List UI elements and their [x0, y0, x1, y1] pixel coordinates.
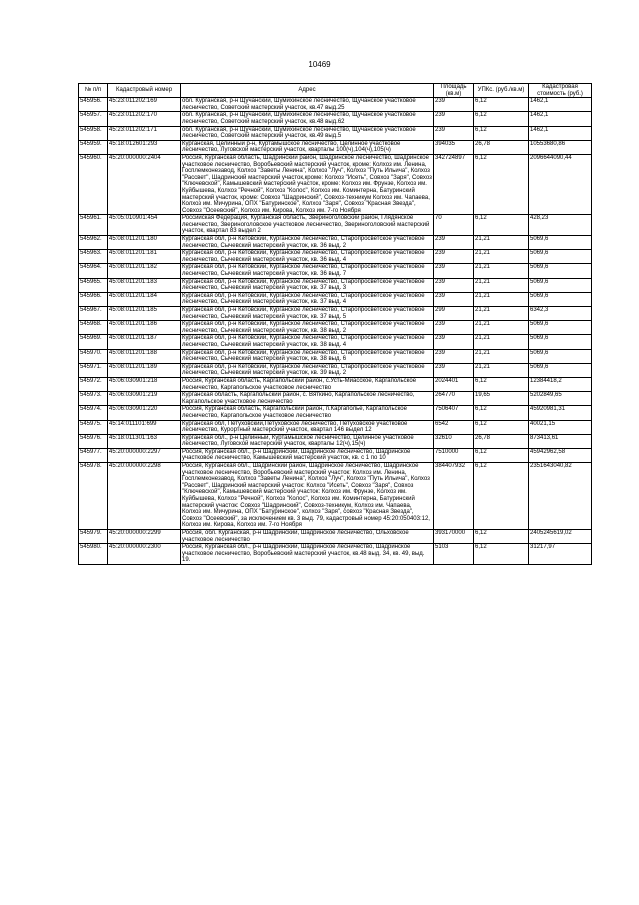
upks-cell: 21,21 [474, 321, 529, 335]
address-cell: Курганская, Целинный р-н, Куртамышское лесничество, Целинное участковое лесничество, Луговской мастерский участок, кварталы 100(ч),104(ч),105(ч) [181, 140, 434, 154]
row-number-cell: 545956. [79, 98, 108, 112]
area-cell: 7510000 [434, 448, 474, 462]
table-row [79, 236, 592, 250]
area-cell: 239 [434, 264, 474, 278]
cadastral-number-cell: 45:23:011202:171 [108, 126, 181, 140]
cadastral-cost-cell: 31217,97 [529, 544, 592, 565]
upks-cell: 6,12 [474, 112, 529, 126]
cadastral-number-cell: 45:08:011201:186 [108, 321, 181, 335]
cadastral-number-cell: 45:08:011201:182 [108, 264, 181, 278]
area-cell: 6542 [434, 420, 474, 434]
cadastral-cost-cell: 12384418,2 [529, 377, 592, 391]
table-row [79, 349, 592, 363]
area-cell: 239 [434, 126, 474, 140]
address-cell: Российская Федерация, Курганская область, Звериноголовский район, Глядянское лесничество, Звериноголовское участковое лесничество, Звериноголовский мастерский участок, квартал 83 выдел 2 [181, 215, 434, 236]
address-cell: Курганская обл, р-н Кетовский, Курганское лесничество, Старопросветское участковое лесничество, Сычевский мастерский участок, кв. 38 выд. 6 [181, 349, 434, 363]
area-cell: 394035 [434, 140, 474, 154]
header-upks: УПКс. (руб./кв.м) [474, 84, 529, 98]
address-cell: Россия, обл. Курганская, р-н Шадринский, Шадринское лесничество, Ольховское участковое лесничество [181, 530, 434, 544]
cadastral-cost-cell: 5069,6 [529, 335, 592, 349]
upks-cell: 21,21 [474, 349, 529, 363]
row-number-cell: 545967. [79, 307, 108, 321]
area-cell: 239 [434, 363, 474, 377]
page-number: 10469 [308, 60, 331, 69]
table-header-row [79, 84, 592, 98]
cadastral-number-cell: 45:20:000000:2299 [108, 530, 181, 544]
table-row [79, 335, 592, 349]
row-number-cell: 545959. [79, 140, 108, 154]
upks-cell: 6,12 [474, 98, 529, 112]
upks-cell: 26,78 [474, 434, 529, 448]
upks-cell: 21,21 [474, 335, 529, 349]
table-row [79, 215, 592, 236]
address-cell: Россия, Курганская область, Каргапольский район, п.Каргаполье, Каргапольское лесничество, Каргапольское участковое лесничество [181, 406, 434, 420]
area-cell: 384407932 [434, 463, 474, 530]
row-number-cell: 545971. [79, 363, 108, 377]
area-cell: 5103 [434, 544, 474, 565]
address-cell: Курганская обл, р-н Кетовский, Курганское лесничество, Старопросветское участковое лесничество, Сычевский мастерский участок, кв. 37 выд. 5 [181, 307, 434, 321]
row-number-cell: 545980. [79, 544, 108, 565]
area-cell: 342724897 [434, 154, 474, 214]
row-number-cell: 545977. [79, 448, 108, 462]
area-cell: 239 [434, 236, 474, 250]
cadastral-cost-cell: 5069,6 [529, 321, 592, 335]
address-cell: Курганская обл., р-н Целинный, Куртамышское лесничество, Целинное участковое лесничество, Луговской мастерский участок, кварталы 12(ч),15(ч) [181, 434, 434, 448]
address-cell: Курганская обл, р-н Кетовский, Курганское лесничество, Старопросветское участковое лесничество, Сычевский мастерский участок, кв. 39 выд. 2 [181, 363, 434, 377]
upks-cell: 6,12 [474, 448, 529, 462]
row-number-cell: 545974. [79, 406, 108, 420]
upks-cell: 6,12 [474, 544, 529, 565]
cadastral-cost-cell: 5069,6 [529, 236, 592, 250]
row-number-cell: 545963. [79, 250, 108, 264]
table-row [79, 278, 592, 292]
address-cell: Курганская обл, р-н Кетовский, Курганское лесничество, Старопросветское участковое лесничество, Сычевский мастерский участок, кв. 38 выд. 2 [181, 321, 434, 335]
cadastral-cost-cell: 45920981,31 [529, 406, 592, 420]
header-address: Адрес [181, 84, 434, 98]
cadastral-cost-cell: 40021,15 [529, 420, 592, 434]
cadastral-number-cell: 45:06:030901:220 [108, 406, 181, 420]
row-number-cell: 545978. [79, 463, 108, 530]
area-cell: 239 [434, 292, 474, 306]
cadastral-number-cell: 45:23:011202:170 [108, 112, 181, 126]
table-row [79, 544, 592, 565]
table-row [79, 434, 592, 448]
address-cell: Курганская обл, р-н Кетовский, Курганское лесничество, Старопросветское участковое лесничество, Сычевский мастерский участок, кв. 38 выд. 4 [181, 335, 434, 349]
table-row [79, 126, 592, 140]
area-cell: 264770 [434, 392, 474, 406]
upks-cell: 26,78 [474, 140, 529, 154]
upks-cell: 21,21 [474, 363, 529, 377]
cadastral-cost-cell: 2351643040,82 [529, 463, 592, 530]
address-cell: Курганская область, Каргапольский район, с. Вяткино, Каргапольское лесничество, Каргапольское участковое лесничество [181, 392, 434, 406]
cadastral-number-cell: 45:08:011201:180 [108, 236, 181, 250]
cadastral-cost-cell: 6342,3 [529, 307, 592, 321]
table-row [79, 140, 592, 154]
cadastral-cost-cell: 5069,6 [529, 363, 592, 377]
row-number-cell: 545968. [79, 321, 108, 335]
header-area: Площадь (кв.м) [434, 84, 474, 98]
address-cell: обл. Курганская, р-н Щучанский, Шумихинское лесничество, Щучанское участковое лесничество, Советский мастерский участок, кв.48 выд.62 [181, 112, 434, 126]
address-cell: Курганская обл, Петуховский,Петуховское лесничество, Петуховское участковое лесничество, Курортный мастерский участок, квартал 146 выдел 12 [181, 420, 434, 434]
upks-cell: 21,21 [474, 307, 529, 321]
upks-cell: 21,21 [474, 292, 529, 306]
area-cell: 239 [434, 278, 474, 292]
upks-cell: 21,21 [474, 250, 529, 264]
cadastral-number-cell: 45:06:030901:219 [108, 392, 181, 406]
upks-cell: 6,12 [474, 377, 529, 391]
address-cell: Курганская обл, р-н Кетовский, Курганское лесничество, Старопросветское участковое лесничество, Сычевский мастерский участок, кв. 36 выд. 2 [181, 236, 434, 250]
row-number-cell: 545973. [79, 392, 108, 406]
cadastral-cost-cell: 5069,6 [529, 349, 592, 363]
cadastral-cost-cell: 428,23 [529, 215, 592, 236]
cadastral-cost-cell: 2405245619,02 [529, 530, 592, 544]
address-cell: Россия, Курганская обл., р-н Шадринский, Шадринское лесничество, Шадринское участковое лесничество, Камышевский мастерский участок, кв. с 1 по 10 [181, 448, 434, 462]
table-row [79, 363, 592, 377]
cadastral-cost-cell: 5069,6 [529, 264, 592, 278]
upks-cell: 21,21 [474, 236, 529, 250]
table-row [79, 154, 592, 214]
cadastral-cost-cell: 5069,6 [529, 292, 592, 306]
cadastral-number-cell: 45:23:011202:169 [108, 98, 181, 112]
area-cell: 7506407 [434, 406, 474, 420]
row-number-cell: 545958. [79, 126, 108, 140]
row-number-cell: 545964. [79, 264, 108, 278]
upks-cell: 19,65 [474, 392, 529, 406]
cadastral-cost-cell: 1462,1 [529, 98, 592, 112]
area-cell: 70 [434, 215, 474, 236]
cadastral-number-cell: 45:08:011201:181 [108, 250, 181, 264]
cadastral-number-cell: 45:20:000000:2404 [108, 154, 181, 214]
cadastral-cost-cell: 5069,6 [529, 250, 592, 264]
area-cell: 32610 [434, 434, 474, 448]
cadastral-cost-cell: 45942962,58 [529, 448, 592, 462]
upks-cell: 6,12 [474, 154, 529, 214]
cadastral-cost-cell: 5069,6 [529, 278, 592, 292]
address-cell: Россия, Курганская обл., Шадринский район, Шадринское лесничество, Шадринское участковое лесничество, Воробьевский мастерский участок: Колхоз им. Ленина, Госплемконезавод, Колхоз "Заветы Ленина", Колхоз "Луч", Колхоз "Путь Ильича", Колхоз "Рассвет", Шадринский мастерский участок: Колхоз "Исеть", Совхоз "Заря", Совхоз "Ключевской", Камышевский мастерский участок: Колхоз им. Фрунзе, Колхоз им. Куйбышева, Колхоз "Речной", Колхоз "Колос", Колхоз им. Коминтерна, Батуринский мастерский участок: Совхоз "Шадринский", Совхоз-техникум, Колхоз им. Чапаева, Колхоз им. Мичурина, ОПХ "Батуринское", колхоз "Заря", совхоз "Красная Звезда", Совхоз "Осеевский", за исключением кв. 3 выд. 79, кадастровый номер 45:20:050403:12, Колхоз им. Кирова, Колхоз им. 7-го Ноября [181, 463, 434, 530]
cadastral-cost-cell: 10553680,86 [529, 140, 592, 154]
area-cell: 393170000 [434, 530, 474, 544]
cadastral-number-cell: 45:18:011301:163 [108, 434, 181, 448]
table-row [79, 463, 592, 530]
cadastral-number-cell: 45:20:000000:2297 [108, 448, 181, 462]
upks-cell: 6,12 [474, 215, 529, 236]
row-number-cell: 545965. [79, 278, 108, 292]
area-cell: 2024401 [434, 377, 474, 391]
upks-cell: 6,12 [474, 463, 529, 530]
area-cell: 239 [434, 98, 474, 112]
cadastral-number-cell: 45:08:011201:183 [108, 278, 181, 292]
area-cell: 239 [434, 349, 474, 363]
table-row [79, 292, 592, 306]
table-row [79, 530, 592, 544]
cadastral-cost-cell: 1462,1 [529, 112, 592, 126]
area-cell: 239 [434, 250, 474, 264]
table-row [79, 377, 592, 391]
address-cell: Россия, Курганская обл., р-н Шадринский, Шадринское лесничество, Шадринское участковое лесничество, Воробьевский мастерский участок, кв.48 выд. 34, кв. 49, выд. 19. [181, 544, 434, 565]
address-cell: Курганская обл, р-н Кетовский, Курганское лесничество, Старопросветское участковое лесничество, Сычевский мастерский участок, кв. 36 выд. 7 [181, 264, 434, 278]
table-row [79, 321, 592, 335]
row-number-cell: 545961. [79, 215, 108, 236]
cadastral-cost-cell: 873413,61 [529, 434, 592, 448]
row-number-cell: 545979. [79, 530, 108, 544]
row-number-cell: 545976. [79, 434, 108, 448]
table-row [79, 392, 592, 406]
upks-cell: 6,12 [474, 126, 529, 140]
upks-cell: 6,12 [474, 530, 529, 544]
area-cell: 239 [434, 335, 474, 349]
row-number-cell: 545957. [79, 112, 108, 126]
upks-cell: 21,21 [474, 264, 529, 278]
address-cell: обл. Курганская, р-н Щучанский, Шумихинское лесничество, Щучанское участковое лесничество, Советский мастерский участок, кв.47 выд.25 [181, 98, 434, 112]
table-row [79, 250, 592, 264]
row-number-cell: 545972. [79, 377, 108, 391]
cadastral-number-cell: 45:08:011201:184 [108, 292, 181, 306]
table-row [79, 420, 592, 434]
cadastral-number-cell: 45:14:011101:699 [108, 420, 181, 434]
table-row [79, 406, 592, 420]
row-number-cell: 545970. [79, 349, 108, 363]
cadastral-number-cell: 45:08:011201:188 [108, 349, 181, 363]
upks-cell: 6,12 [474, 420, 529, 434]
table-row [79, 264, 592, 278]
table-row [79, 307, 592, 321]
cadastral-number-cell: 45:06:030901:218 [108, 377, 181, 391]
cadastral-number-cell: 45:08:011201:187 [108, 335, 181, 349]
row-number-cell: 545969. [79, 335, 108, 349]
row-number-cell: 545966. [79, 292, 108, 306]
row-number-cell: 545975. [79, 420, 108, 434]
cadastral-number-cell: 45:05:010901:454 [108, 215, 181, 236]
address-cell: Россия, Курганская область, Шадринский район, Шадринское лесничество, Шадринское участковое лесничество, Воробьевский мастерский участок, кроме: Колхоз им. Ленина, Госплемконезавод, Колхоз "Заветы Ленина", Колхоз "Луч", Колхоз "Путь Ильича", Колхоз "Рассвет", Шадринский мастерский участок,кроме: Колхоз "Исеть", Совхоз "Заря", Совхоз "Ключевской", Камышевский мастерский участок, кроме: Колхоз им. Фрунзе, Колхоз им. Куйбышева, Колхоз "Речной", Колхоз "Колос", Колхоз им. Коминтерна, Батуринский мастерский участок, кроме: Совхоз "Шадринский", Совхоз-техникум Колхоз им. Чапаева, Колхоз им. Мичурина, ОПХ "Батуринское", Колхоз "Заря", Совхоз "Красная Звезда", Совхоз "Осеевский", Колхоз им. Кирова, Колхоз им. 7-го Ноября [182, 154, 432, 214]
table-row [79, 112, 592, 126]
cadastral-registry-table [78, 83, 592, 565]
upks-cell: 21,21 [474, 278, 529, 292]
row-number-cell: 545960. [79, 154, 108, 214]
address-cell: Курганская обл, р-н Кетовский, Курганское лесничество, Старопросветское участковое лесничество, Сычевский мастерский участок, кв. 37 выд. 4 [181, 292, 434, 306]
address-cell: Россия, Курганская область, Каргапольский район, с.Усть-Миасское, Каргапольское лесничество, Каргапольское участковое лесничество [181, 377, 434, 391]
cadastral-number-cell: 45:20:000000:2300 [108, 544, 181, 565]
area-cell: 239 [434, 321, 474, 335]
upks-cell: 6,12 [474, 406, 529, 420]
header-cadastral-cost: Кадастровая стоимость (руб.) [529, 84, 592, 98]
table-row [79, 448, 592, 462]
header-num: № п/п [79, 84, 108, 98]
address-cell: Курганская обл, р-н Кетовский, Курганское лесничество, Старопросветское участковое лесничество, Сычевский мастерский участок, кв. 36 выд. 4 [181, 250, 434, 264]
address-cell: Курганская обл, р-н Кетовский, Курганское лесничество, Старопросветское участковое лесничество, Сычевский мастерский участок, кв. 37 выд. 3 [181, 278, 434, 292]
cadastral-number-cell: 45:18:012601:293 [108, 140, 181, 154]
area-cell: 239 [434, 112, 474, 126]
cadastral-number-cell: 45:20:000000:2298 [108, 463, 181, 530]
area-cell: 299 [434, 307, 474, 321]
cadastral-number-cell: 45:08:011201:189 [108, 363, 181, 377]
cadastral-cost-cell: 1462,1 [529, 126, 592, 140]
table-row [79, 98, 592, 112]
row-number-cell: 545962. [79, 236, 108, 250]
address-cell: обл. Курганская, р-н Щучанский, Шумихинское лесничество, Щучанское участковое лесничество, Советский мастерский участок, кв.49 выд.5 [181, 126, 434, 140]
cadastral-cost-cell: 2096644090,44 [529, 154, 592, 214]
cadastral-cost-cell: 5202849,65 [529, 392, 592, 406]
header-cadastral-number: Кадастровый номер [108, 84, 181, 98]
cadastral-number-cell: 45:08:011201:185 [108, 307, 181, 321]
